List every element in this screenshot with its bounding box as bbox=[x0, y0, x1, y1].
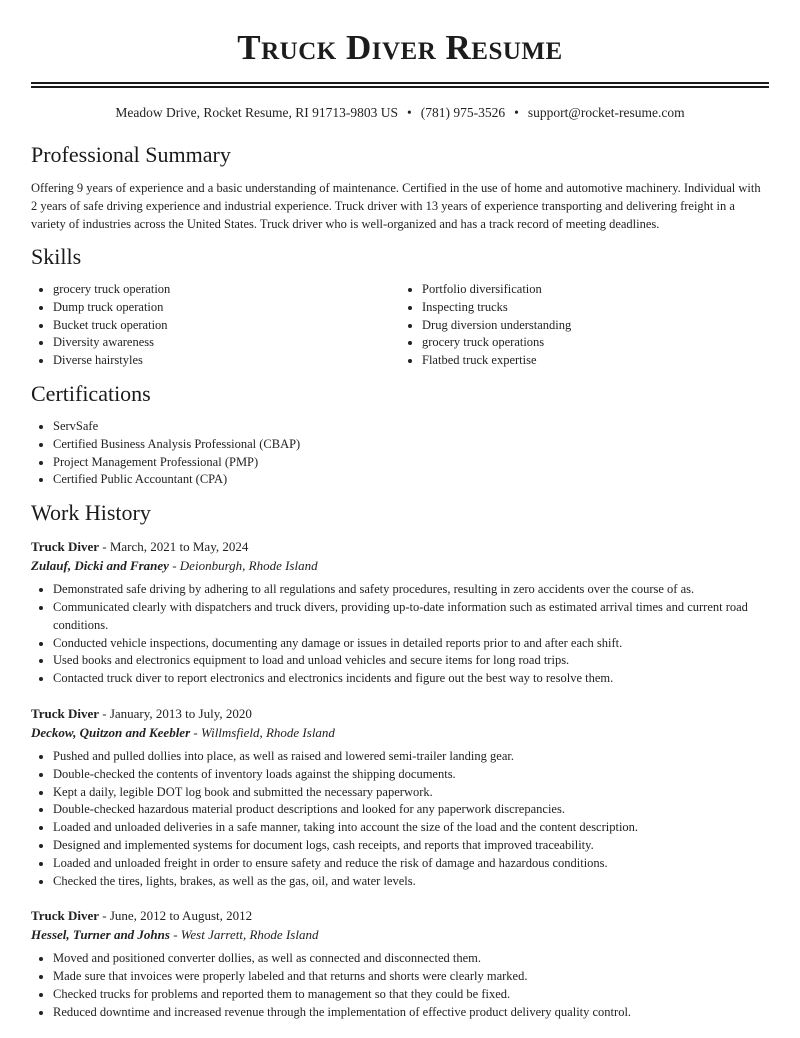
summary-text: Offering 9 years of experience and a basic understanding of maintenance. Certified in the use of home and automotive machinery. Individual with 2 years of safe driving experience and industrial experience. Truck driver with 13 years of experience transporting and delivering freight in a variety of industries across the United States. Truck driver who is well-organized and has a track record of meeting deadlines. bbox=[31, 181, 761, 231]
certification-item: • Project Management Professional (PMP) bbox=[53, 454, 769, 472]
job-company: Deckow, Quitzon and Keebler bbox=[31, 724, 191, 740]
skill-item: • Portfolio diversification bbox=[422, 281, 769, 299]
duty-item: • Checked the tires, lights, brakes, as well as the gas, oil, and water levels. bbox=[53, 873, 769, 891]
job-duties bbox=[31, 748, 769, 890]
job-duties bbox=[31, 950, 769, 1021]
duty-item: • Contacted truck diver to report electronics and electronics incidents and figure out the best way to resolve them. bbox=[53, 670, 769, 688]
duty-item: • Reduced downtime and increased revenue through the implementation of effective product delivery quality control. bbox=[53, 1004, 769, 1022]
job-title-line bbox=[31, 537, 769, 556]
job-title: Truck Diver bbox=[31, 908, 99, 924]
job-location: - Willmsfield, Rhode Island bbox=[190, 724, 335, 740]
job-location: - West Jarrett, Rhode Island bbox=[169, 927, 319, 943]
skill-item: • grocery truck operations bbox=[422, 334, 769, 352]
contact-line bbox=[0, 105, 800, 121]
job-dates: - March, 2021 to May, 2024 bbox=[99, 539, 249, 555]
skills-list bbox=[31, 281, 769, 370]
duty-item: • Made sure that invoices were properly labeled and that returns and shorts were clearly marked. bbox=[53, 968, 769, 986]
work-history-heading: Work History bbox=[31, 500, 151, 526]
job-dates: - June, 2012 to August, 2012 bbox=[99, 908, 253, 924]
skill-item: • Dump truck operation bbox=[53, 299, 400, 317]
contact-email[interactable]: support@rocket-resume.com bbox=[527, 105, 685, 120]
contact-phone[interactable]: (781) 975-3526 bbox=[420, 105, 506, 120]
job-title: Truck Diver bbox=[31, 705, 99, 721]
duty-item: • Moved and positioned converter dollies, as well as connected and disconnected them. bbox=[53, 950, 769, 968]
skills-column-right bbox=[400, 281, 769, 370]
job-company: Zulauf, Dicki and Franey bbox=[31, 558, 169, 574]
duty-item: • Kept a daily, legible DOT log book and submitted the necessary paperwork. bbox=[53, 784, 769, 802]
skill-item: • Diversity awareness bbox=[53, 334, 400, 352]
skills-column-left bbox=[31, 281, 400, 370]
certification-item: • ServSafe bbox=[53, 418, 769, 436]
certifications-list bbox=[31, 418, 769, 489]
header-rule-top bbox=[31, 82, 769, 84]
resume-content bbox=[31, 140, 769, 1038]
duty-item: • Conducted vehicle inspections, documenting any damage or issues in detailed reports prior to and after each shift. bbox=[53, 635, 769, 653]
certifications-heading: Certifications bbox=[31, 380, 151, 406]
summary-heading: Professional Summary bbox=[31, 142, 231, 167]
job-company-line bbox=[31, 556, 769, 576]
skill-item: • Diverse hairstyles bbox=[53, 352, 400, 370]
job-company-line bbox=[31, 925, 769, 945]
duty-item: • Communicated clearly with dispatchers and truck divers, providing up-to-date information such as estimated arrival times and current road conditions. bbox=[53, 599, 769, 635]
job-title: Truck Diver bbox=[31, 539, 99, 555]
job-location: - Deionburgh, Rhode Island bbox=[168, 558, 318, 574]
resume-title: Truck Diver Resume bbox=[237, 28, 563, 67]
skill-item: • Bucket truck operation bbox=[53, 317, 400, 335]
skills-heading: Skills bbox=[31, 244, 82, 269]
contact-separator: • bbox=[514, 105, 519, 120]
job-duties bbox=[31, 581, 769, 688]
job-company-line bbox=[31, 723, 769, 743]
job-entry bbox=[31, 906, 769, 1021]
skill-item: • Drug diversion understanding bbox=[422, 317, 769, 335]
duty-item: • Checked trucks for problems and reported them to management so that they could be fixed. bbox=[53, 986, 769, 1004]
skill-item: • Inspecting trucks bbox=[422, 299, 769, 317]
contact-separator: • bbox=[407, 105, 412, 120]
contact-address: Meadow Drive, Rocket Resume, RI 91713-9803 US bbox=[115, 105, 399, 120]
job-title-line bbox=[31, 704, 769, 723]
duty-item: • Designed and implemented systems for document logs, cash receipts, and reports that improved traceability. bbox=[53, 837, 769, 855]
certification-item: • Certified Business Analysis Professional (CBAP) bbox=[53, 436, 769, 454]
job-entry bbox=[31, 704, 769, 890]
duty-item: • Loaded and unloaded freight in order to ensure safety and reduce the risk of damage and hazardous conditions. bbox=[53, 855, 769, 873]
job-title-line bbox=[31, 906, 769, 925]
duty-item: • Pushed and pulled dollies into place, as well as raised and lowered semi-trailer landing gear. bbox=[53, 748, 769, 766]
duty-item: • Demonstrated safe driving by adhering to all regulations and safety procedures, resulting in zero accidents over the course of as. bbox=[53, 581, 769, 599]
duty-item: • Used books and electronics equipment to load and unload vehicles and secure items for long road trips. bbox=[53, 652, 769, 670]
certification-item: • Certified Public Accountant (CPA) bbox=[53, 471, 769, 489]
job-entry bbox=[31, 537, 769, 688]
header-rule-bottom bbox=[31, 86, 769, 88]
job-dates: - January, 2013 to July, 2020 bbox=[99, 705, 252, 721]
duty-item: • Double-checked hazardous material product descriptions and looked for any paperwork discrepancies. bbox=[53, 801, 769, 819]
duty-item: • Double-checked the contents of inventory loads against the shipping documents. bbox=[53, 766, 769, 784]
duty-item: • Loaded and unloaded deliveries in a safe manner, taking into account the size of the load and the content description. bbox=[53, 819, 769, 837]
skill-item: • grocery truck operation bbox=[53, 281, 400, 299]
skill-item: • Flatbed truck expertise bbox=[422, 352, 769, 370]
job-company: Hessel, Turner and Johns bbox=[31, 927, 170, 943]
